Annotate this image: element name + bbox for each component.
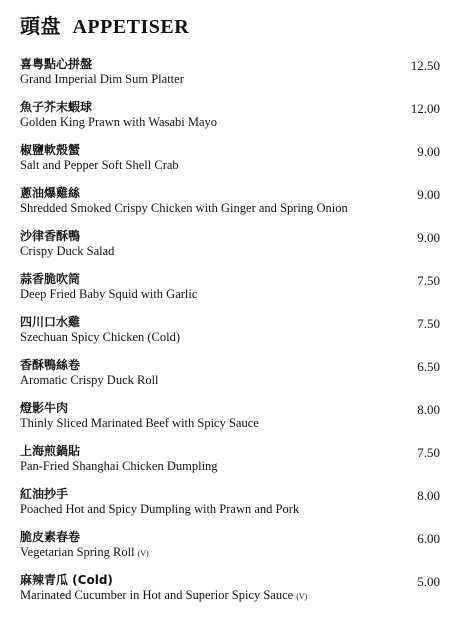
vegetarian-mark: (V)	[296, 592, 308, 601]
menu-item-price: 9.00	[417, 144, 440, 159]
menu-item	[20, 525, 440, 568]
menu-item	[20, 439, 440, 482]
menu-item-chinese-name: 喜粤點心拼盤	[20, 57, 93, 71]
menu-item-price: 9.00	[417, 230, 440, 245]
menu-item-price: 12.50	[410, 58, 440, 73]
menu-item	[20, 482, 440, 525]
menu-item-english-name	[20, 330, 183, 345]
menu-item	[20, 310, 440, 353]
menu-item-english-name	[20, 287, 200, 302]
menu-item-price: 9.00	[417, 187, 440, 202]
menu-item-english-name	[20, 201, 351, 216]
menu-item-price: 6.50	[417, 359, 440, 374]
menu-item-price: 6.00	[417, 531, 440, 546]
title-chinese: 頭盘	[20, 14, 61, 38]
menu-item-chinese-name: 沙律香酥鴨	[20, 229, 81, 243]
menu-item-chinese-name: 椒鹽軟殼蟹	[20, 143, 81, 157]
menu-item-english-text: Aromatic Crispy Duck Roll	[20, 373, 159, 387]
menu-item-english-text: Szechuan Spicy Chicken (Cold)	[20, 330, 181, 344]
menu-item-chinese-name: 魚子芥末蝦球	[20, 100, 93, 114]
menu-items-list	[20, 52, 440, 611]
menu-item-english-name	[20, 545, 149, 560]
menu-item-english-name	[20, 158, 182, 173]
menu-item	[20, 568, 440, 611]
menu-item-chinese-name: 蔥油爆雞絲	[20, 186, 81, 200]
menu-item-english-text: Poached Hot and Spicy Dumpling with Prawn and Pork	[20, 502, 300, 516]
menu-item-chinese-name: 蒜香脆吹筒	[20, 272, 81, 286]
menu-item-english-name	[20, 244, 117, 259]
menu-item-english-text: Deep Fried Baby Squid with Garlic	[20, 287, 198, 301]
menu-item-chinese-name: 四川口水雞	[20, 315, 81, 329]
menu-item	[20, 353, 440, 396]
menu-item-english-text: Crispy Duck Salad	[20, 244, 115, 258]
menu-item-chinese-name: 麻辣青瓜 (Cold)	[20, 573, 113, 587]
menu-item-price: 12.00	[410, 101, 440, 116]
menu-item	[20, 396, 440, 439]
menu-item-price: 7.50	[417, 445, 440, 460]
menu-item	[20, 181, 440, 224]
menu-item-price: 8.00	[417, 402, 440, 417]
menu-item-english-name	[20, 115, 220, 130]
menu-item	[20, 95, 440, 138]
menu-item-english-text: Salt and Pepper Soft Shell Crab	[20, 158, 179, 172]
menu-item-english-name	[20, 72, 187, 87]
menu-item-english-name	[20, 459, 221, 474]
menu-item-price: 8.00	[417, 488, 440, 503]
menu-item	[20, 224, 440, 267]
menu-item-chinese-name: 燈影牛肉	[20, 401, 69, 415]
menu-item	[20, 52, 440, 95]
menu-item-chinese-name: 紅油抄手	[20, 487, 69, 501]
menu-item-english-text: Marinated Cucumber in Hot and Superior Spicy Sauce	[20, 588, 294, 602]
menu-item-chinese-name: 上海煎鍋貼	[20, 444, 81, 458]
menu-item-chinese-name: 脆皮素春卷	[20, 530, 81, 544]
page-title	[20, 10, 189, 39]
menu-item-english-text: Golden King Prawn with Wasabi Mayo	[20, 115, 218, 129]
menu-item-english-name	[20, 416, 262, 431]
menu-item-english-name	[20, 588, 307, 603]
menu-item-english-name	[20, 373, 162, 388]
menu-item-english-text: Thinly Sliced Marinated Beef with Spicy Sauce	[20, 416, 259, 430]
menu-item-chinese-name: 香酥鴨絲卷	[20, 358, 81, 372]
menu-item-price: 7.50	[417, 273, 440, 288]
menu-item-price: 7.50	[417, 316, 440, 331]
menu-item-price: 5.00	[417, 574, 440, 589]
menu-item-english-text: Grand Imperial Dim Sum Platter	[20, 72, 184, 86]
title-english: APPETISER	[72, 16, 190, 38]
menu-item-english-text: Shredded Smoked Crispy Chicken with Ginger and Spring Onion	[20, 201, 348, 215]
menu-item-english-name	[20, 502, 302, 517]
menu-item	[20, 267, 440, 310]
vegetarian-mark: (V)	[137, 549, 149, 558]
menu-item-english-text: Vegetarian Spring Roll	[20, 545, 135, 559]
menu-item	[20, 138, 440, 181]
menu-item-english-text: Pan-Fried Shanghai Chicken Dumpling	[20, 459, 218, 473]
